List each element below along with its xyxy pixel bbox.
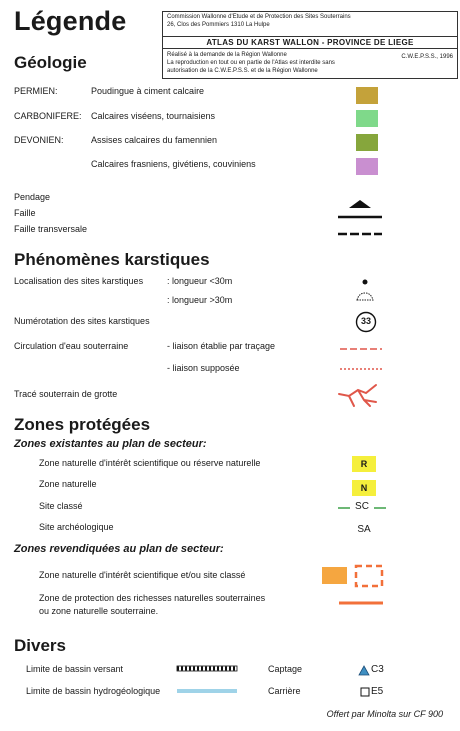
carriere-code: E5 — [371, 686, 384, 697]
cave-trace-icon — [336, 380, 386, 410]
site-number-label: 33 — [360, 316, 371, 326]
captage-label: Captage — [268, 664, 303, 674]
geologie-desc-famennien: Assises calcaires du famennien — [91, 135, 218, 145]
structure-symbols — [335, 194, 385, 240]
zone-rev-2-label-line1: Zone de protection des richesses naturelles souterraines — [39, 593, 266, 603]
small-site-dot-icon — [363, 280, 368, 285]
faille-transversale-label: Faille transversale — [14, 224, 88, 234]
legend-title: Légende — [14, 6, 127, 36]
longueur-small-label: : longueur <30m — [167, 276, 233, 286]
liaison-supposee-label: - liaison supposée — [167, 363, 240, 373]
large-site-icon — [357, 293, 373, 300]
bassin-versant-label: Limite de bassin versant — [26, 664, 124, 674]
zones-heading: Zones protégées — [14, 415, 151, 434]
carriere-label: Carrière — [268, 686, 301, 696]
geologie-desc-permien: Poudingue à ciment calcaire — [91, 86, 205, 96]
localisation-label: Localisation des sites karstiques — [14, 276, 144, 286]
zone-n-label: Zone naturelle — [39, 479, 97, 489]
numerotation-label: Numérotation des sites karstiques — [14, 316, 150, 326]
atlas-title: ATLAS DU KARST WALLON - PROVINCE DE LIEGE — [206, 38, 414, 47]
site-symbols — [350, 276, 380, 304]
longueur-large-label: : longueur >30m — [167, 295, 233, 305]
geologie-desc-frasnien: Calcaires frasniens, givétiens, couviniens — [91, 159, 256, 169]
trace-grotte-label: Tracé souterrain de grotte — [14, 389, 118, 399]
captage-code: C3 — [371, 664, 384, 675]
bassin-versant-line — [175, 663, 239, 675]
zone-rev-dashed-box — [354, 564, 384, 588]
pendage-label: Pendage — [14, 192, 51, 202]
zone-r-symbol: R — [352, 456, 376, 472]
infobox-divider — [163, 36, 457, 37]
swatch-permien — [356, 87, 378, 104]
site-classe-symbol: SC — [350, 501, 374, 512]
zone-rev-1-label: Zone naturelle d'intérêt scientifique et/ou site classé — [39, 570, 246, 580]
zone-rev-orange-box — [322, 567, 347, 584]
carriere-square-icon — [360, 687, 370, 697]
circulation-symbols — [336, 344, 386, 374]
site-archeo-symbol: SA — [357, 524, 371, 535]
infobox-credit: C.W.E.P.S.S., 1996 — [401, 54, 453, 60]
geologie-era-carbonifere: CARBONIFERE: — [14, 111, 82, 121]
infobox-note-3: autorisation de la C.W.E.P.S.S. et de la Région Wallonne — [167, 68, 318, 74]
swatch-carbonifere — [356, 110, 378, 127]
pendage-symbol — [349, 200, 371, 208]
infobox-divider-2 — [163, 48, 457, 49]
liaison-tracage-label: - liaison établie par traçage — [167, 341, 276, 351]
bassin-hydro-line — [175, 685, 239, 697]
bassin-hydro-label: Limite de bassin hydrogéologique — [26, 686, 161, 696]
zones-revendiquees-heading: Zones revendiquées au plan de secteur: — [14, 543, 224, 555]
geologie-heading: Géologie — [14, 53, 87, 72]
geologie-desc-carbonifere: Calcaires viséens, tournaisiens — [91, 111, 216, 121]
circulation-label: Circulation d'eau souterraine — [14, 341, 129, 351]
org-name: Commission Wallonne d'Etude et de Protection des Sites Souterrains — [167, 14, 351, 20]
zone-souterraine-line — [336, 598, 386, 608]
swatch-frasnien — [356, 158, 378, 175]
swatch-famennien — [356, 134, 378, 151]
zone-r-label: Zone naturelle d'intérêt scientifique ou réserve naturelle — [39, 458, 261, 468]
geologie-era-devonien: DEVONIEN: — [14, 135, 64, 145]
zone-n-symbol: N — [352, 480, 376, 496]
infobox-note-2: La reproduction en tout ou en partie de l'Atlas est interdite sans — [167, 60, 335, 66]
atlas-info-box — [162, 11, 458, 79]
zone-rev-2-label-line2: ou zone naturelle souterraine. — [39, 606, 159, 616]
phenomenes-heading: Phénomènes karstiques — [14, 250, 210, 269]
site-classe-label: Site classé — [39, 501, 83, 511]
geologie-era-permien: PERMIEN: — [14, 86, 58, 96]
captage-triangle-icon — [358, 665, 370, 676]
site-archeo-label: Site archéologique — [39, 522, 114, 532]
infobox-note-1: Réalisé à la demande de la Région Wallonne — [167, 52, 287, 58]
divers-heading: Divers — [14, 636, 66, 655]
zones-existantes-heading: Zones existantes au plan de secteur: — [14, 438, 207, 450]
footer-credit: Offert par Minolta sur CF 900 — [326, 709, 443, 719]
faille-label: Faille — [14, 208, 36, 218]
org-address: 26, Clos des Pommiers 1310 La Hulpe — [167, 22, 270, 28]
